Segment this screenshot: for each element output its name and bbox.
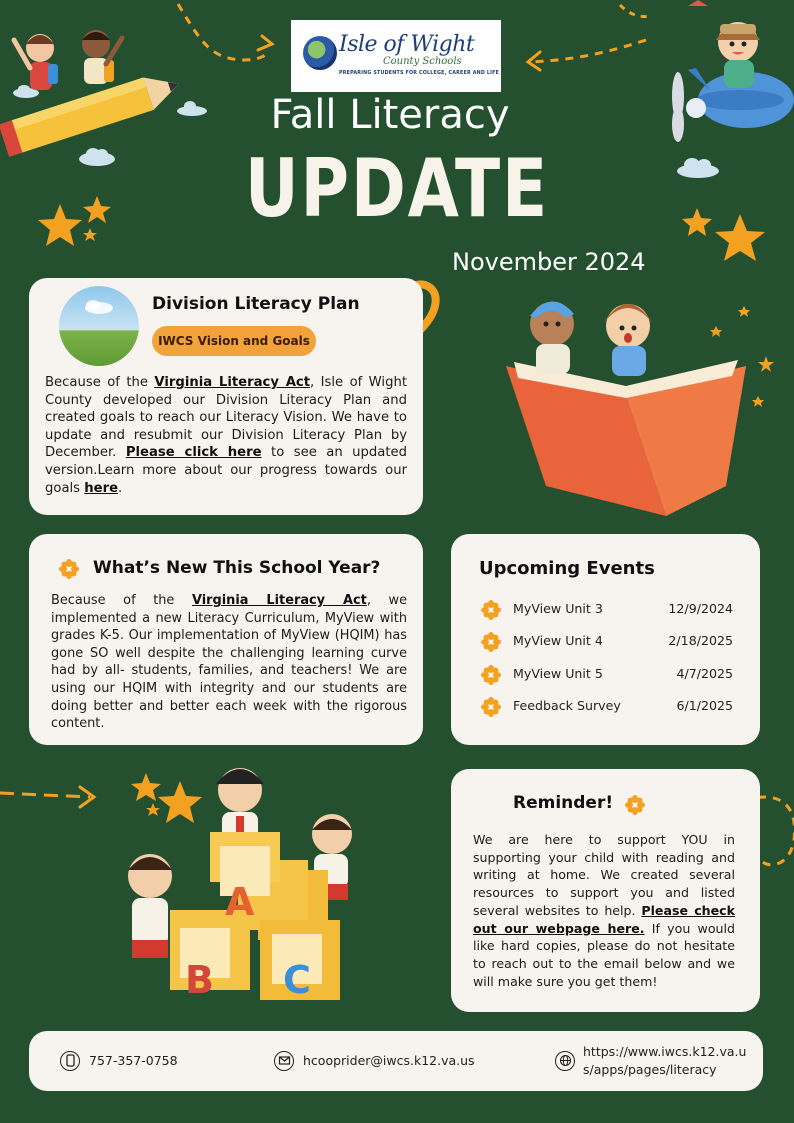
flower-icon <box>481 632 501 652</box>
flower-icon <box>481 600 501 620</box>
event-row <box>481 597 733 621</box>
event-row <box>481 694 733 718</box>
event-name: MyView Unit 5 <box>513 666 603 681</box>
section-title: Reminder! <box>513 793 614 813</box>
webpage-link[interactable]: Please check out our webpage here. <box>473 902 736 936</box>
event-name: MyView Unit 4 <box>513 633 603 648</box>
text-span: to see an updated version.Learn more about our progress towards our goals <box>45 445 407 496</box>
event-date: 4/7/2025 <box>676 666 733 681</box>
event-row <box>481 629 733 653</box>
kids-on-pencil-illustration <box>0 10 195 160</box>
logo-name: Isle of Wight <box>339 32 475 57</box>
block-letter-a: A <box>225 880 255 924</box>
flower-icon <box>625 795 645 815</box>
section-title: Division Literacy Plan <box>152 294 360 314</box>
please-click-here-link[interactable]: Please click here <box>125 445 262 461</box>
email-address[interactable]: hcooprider@iwcs.k12.va.us <box>303 1053 475 1068</box>
block-letter-b: B <box>185 958 214 1002</box>
kids-reading-book-illustration <box>496 286 786 518</box>
logo-emblem-icon <box>303 36 337 70</box>
event-date: 6/1/2025 <box>676 698 733 713</box>
cloud-icon <box>676 156 720 178</box>
flower-icon <box>59 559 79 579</box>
contact-bar <box>29 1031 763 1091</box>
text-span: Because of the <box>45 375 155 390</box>
whats-new-text <box>51 592 407 733</box>
virginia-literacy-act-link[interactable]: Virginia Literacy Act <box>191 593 367 608</box>
phone-number[interactable]: 757-357-0758 <box>89 1053 178 1068</box>
text-span: We are here to support YOU in supporting your child with reading and writing at home. We created several resources to support you and listed several websites to help. <box>473 832 735 918</box>
text-span: If you would like hard copies, please do not hesitate to reach out to the email below and we will make sure you get them! <box>473 920 735 989</box>
section-title: What’s New This School Year? <box>93 558 381 578</box>
website-url[interactable] <box>583 1043 746 1079</box>
logo-tagline: PREPARING STUDENTS FOR COLLEGE, CAREER AND LIFE <box>339 71 500 76</box>
event-date: 12/9/2024 <box>668 601 733 616</box>
globe-icon <box>555 1051 575 1071</box>
vision-goals-badge: IWCS Vision and Goals <box>152 326 316 356</box>
text-span: , we implemented a new Literacy Curriculum, MyView with grades K-5. Our implementation of MyView (HQIM) has gone SO well despite the challenging learning curve had by all- students, families, and teachers! We are using our HQIM with integrity and our students are doing better and better each week with the rigorous content. <box>51 593 408 732</box>
virginia-literacy-act-link[interactable]: Virginia Literacy Act <box>154 375 311 390</box>
website-url-line: https://www.iwcs.k12.va.u <box>583 1044 747 1059</box>
phone-icon <box>60 1051 80 1071</box>
text-span: , Isle of Wight County developed our Division Literacy Plan and created goals to reach our Literacy Vision. We have to update and resubmit our Division Literacy Plan by December. <box>45 375 407 461</box>
text-span: . <box>118 480 123 496</box>
reminder-text <box>473 831 735 990</box>
block-letter-c: C <box>283 958 311 1002</box>
event-name: MyView Unit 3 <box>513 601 603 616</box>
website-url-line: s/apps/pages/literacy <box>583 1062 717 1077</box>
literacy-plan-text <box>45 374 407 497</box>
event-name: Feedback Survey <box>513 698 621 713</box>
school-logo <box>291 20 501 92</box>
event-row <box>481 662 733 686</box>
section-title: Upcoming Events <box>479 558 655 579</box>
progress-here-link[interactable]: here <box>84 480 119 496</box>
upcoming-events-card <box>451 534 760 745</box>
flower-icon <box>481 697 501 717</box>
reminder-card <box>451 769 760 1012</box>
newsletter-date: November 2024 <box>452 248 646 276</box>
title-small: Fall Literacy <box>270 92 510 138</box>
logo-subname: County Schools <box>383 56 462 67</box>
division-literacy-plan-card <box>29 278 423 515</box>
text-span: Because of the <box>51 593 192 608</box>
landscape-image <box>59 286 139 366</box>
whats-new-card <box>29 534 423 745</box>
flower-icon <box>481 665 501 685</box>
girl-in-airplane-illustration <box>648 0 794 150</box>
event-date: 2/18/2025 <box>668 633 733 648</box>
mail-icon <box>274 1051 294 1071</box>
title-big: UPDATE <box>244 142 550 235</box>
